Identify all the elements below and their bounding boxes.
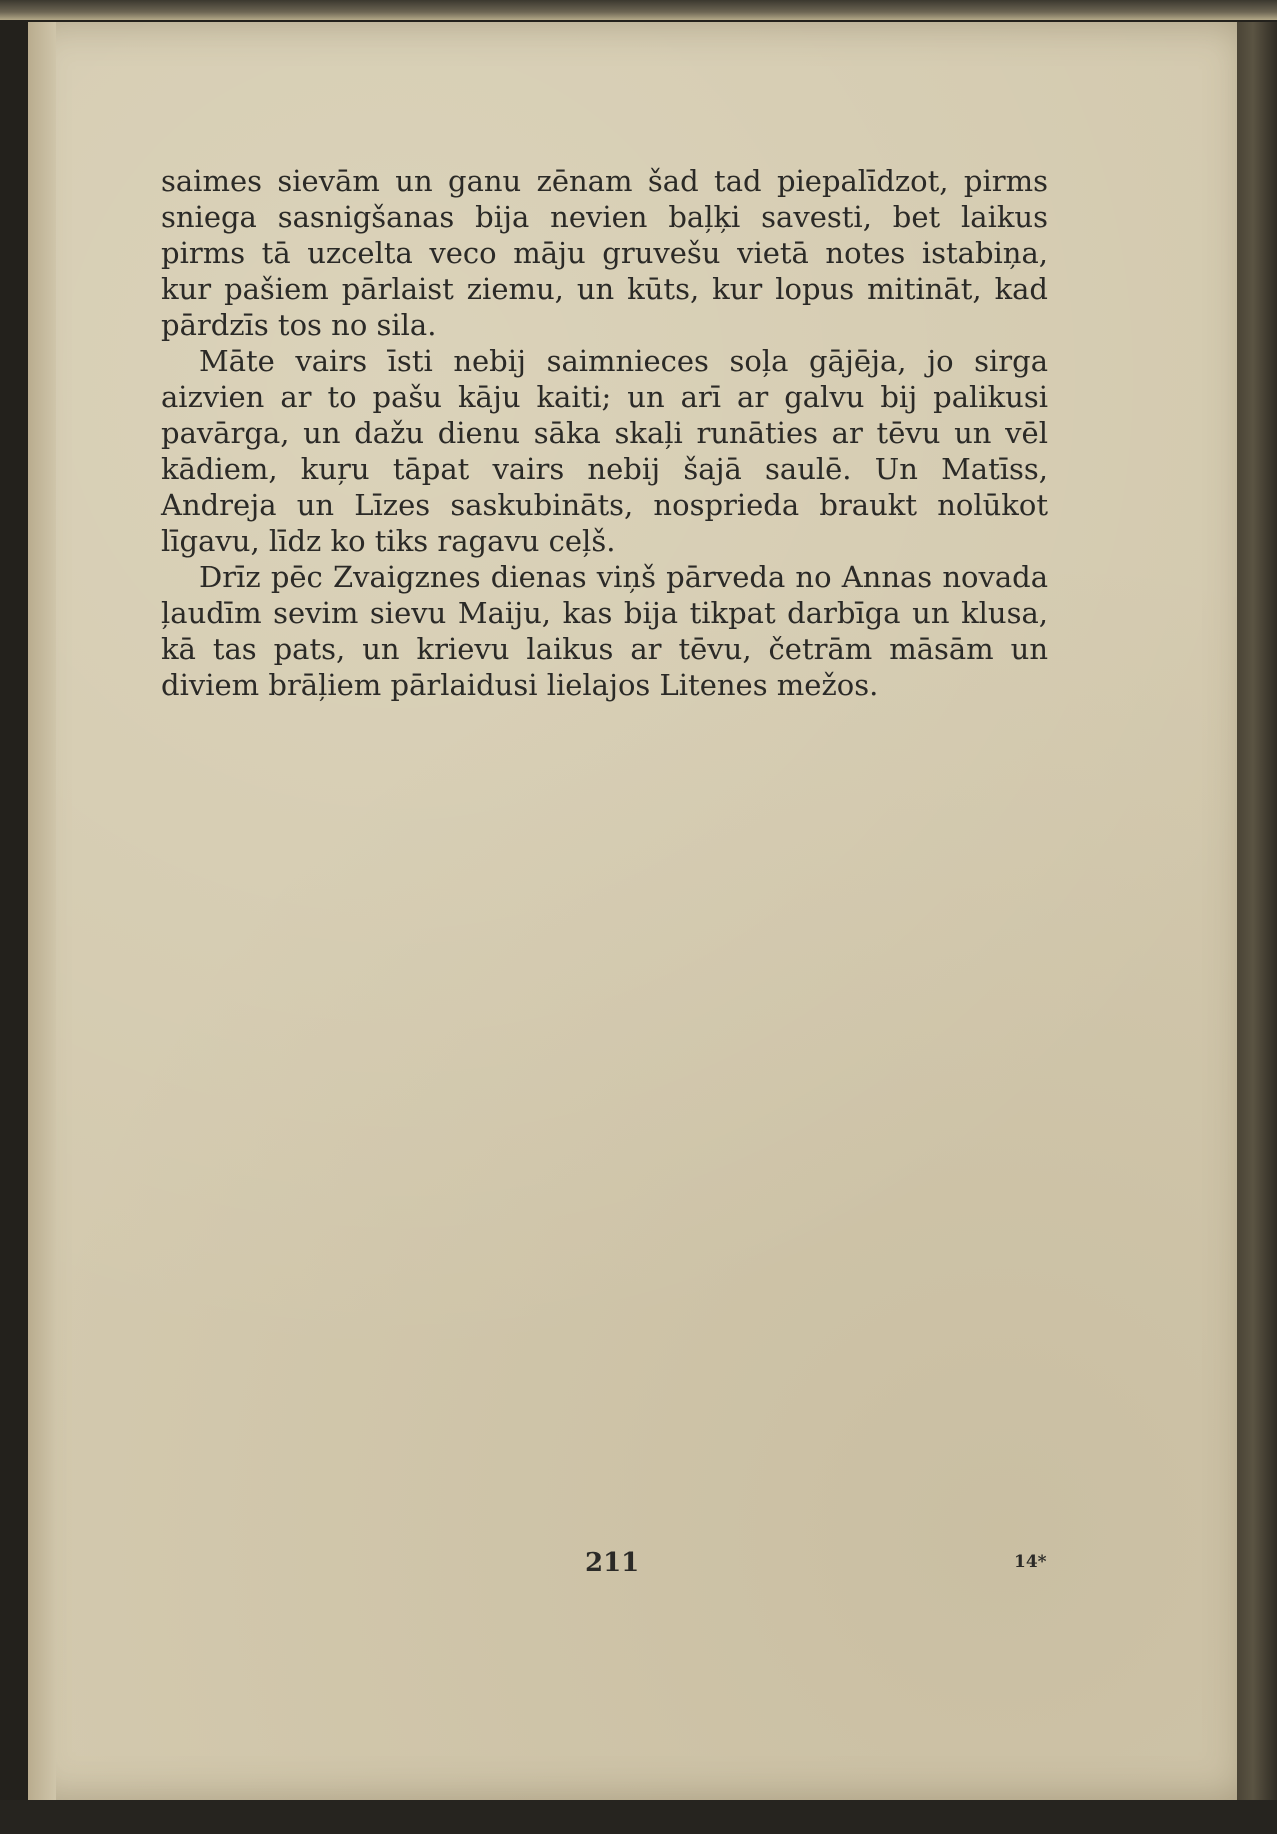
body-text	[161, 163, 1048, 703]
paragraph: saimes sievām un ganu zēnam šad tad piepalīdzot, pirms sniega sasnigšanas bija nevien baļķi savesti, bet laikus pirms tā uzcelta veco māju gruvešu vietā notes istabiņa, kur pašiem pārlaist ziemu, un kūts, kur lopus mitināt, kad pārdzīs tos no sila.	[161, 164, 1048, 342]
page-number: 211	[585, 1548, 640, 1578]
right-edge	[1237, 22, 1277, 1800]
paragraph: Māte vairs īsti nebij saimnieces soļa gājēja, jo sirga aizvien ar to pašu kāju kaiti; un arī ar galvu bij palikusi pavārga, un dažu dienu sāka skaļi runāties ar tēvu un vēl kādiem, kuŗu tāpat vairs nebij šajā saulē. Un Matīss, Andreja un Līzes saskubināts, nosprieda braukt nolūkot līgavu, līdz ko tiks ragavu ceļš.	[161, 344, 1048, 558]
paragraph: Drīz pēc Zvaigznes dienas viņš pārveda no Annas novada ļaudīm sevim sievu Maiju, kas bija tikpat darbīga un klusa, kā tas pats, un krievu laikus ar tēvu, četrām māsām un diviem brāļiem pārlaidusi lielajos Litenes mežos.	[161, 560, 1048, 702]
page-gutter	[28, 22, 56, 1800]
signature-mark: 14*	[1014, 1552, 1047, 1572]
page-footer	[0, 1548, 1277, 1588]
top-edge	[0, 0, 1277, 20]
bottom-edge	[0, 1800, 1277, 1834]
